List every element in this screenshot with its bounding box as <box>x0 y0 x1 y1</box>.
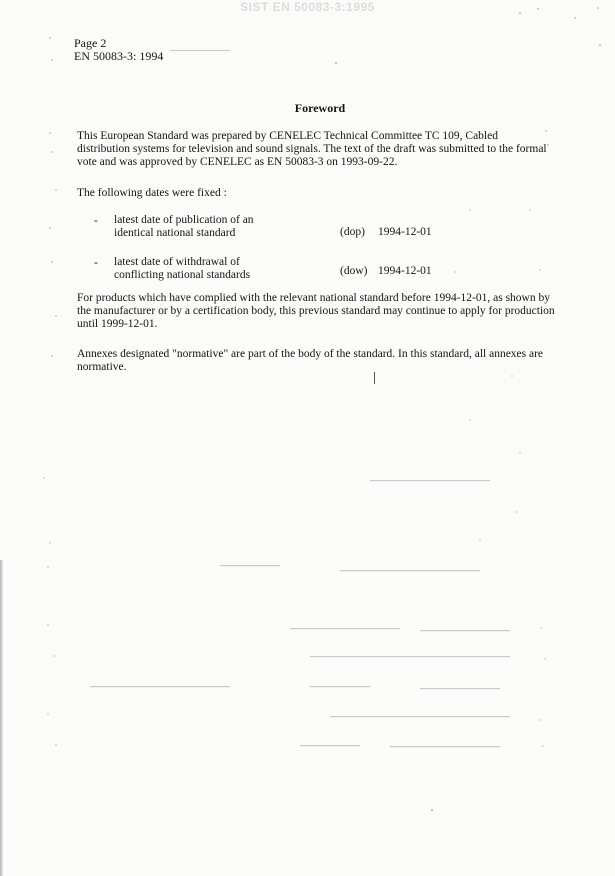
list-dash: - <box>94 257 98 269</box>
date-abbr: (dow) <box>340 265 368 277</box>
annexes-paragraph <box>77 348 572 374</box>
section-title: Foreword <box>294 101 346 115</box>
date-label <box>114 256 314 282</box>
dates-intro: The following dates were fixed : <box>77 187 227 199</box>
date-label-line: conflicting national standards <box>114 269 251 281</box>
date-abbr: (dop) <box>340 226 365 238</box>
products-line: until 1999-12-01. <box>77 318 158 330</box>
date-value: 1994-12-01 <box>378 226 432 238</box>
date-label-line: identical national standard <box>114 227 236 239</box>
date-label-line: latest date of withdrawal of <box>114 256 240 268</box>
intro-line: This European Standard was prepared by CENELEC Technical Committee TC 109, Cabled <box>77 130 498 142</box>
products-line: the manufacturer or by a certification body, this previous standard may continue to apply for production <box>77 305 555 317</box>
products-paragraph <box>77 292 572 331</box>
annexes-line: normative. <box>77 361 127 373</box>
date-label <box>114 214 314 240</box>
intro-line: vote and was approved by CENELEC as EN 50083-3 on 1993-09-22. <box>77 156 398 168</box>
date-value: 1994-12-01 <box>378 265 432 277</box>
intro-paragraph <box>77 130 572 169</box>
scan-edge <box>0 560 3 876</box>
intro-line: distribution systems for television and sound signals. The text of the draft was submitted to the formal <box>77 143 547 155</box>
page-number: Page 2 <box>74 36 107 50</box>
list-dash: - <box>94 215 98 227</box>
watermark: SIST EN 50083-3:1995 <box>240 0 375 14</box>
products-line: For products which have complied with the relevant national standard before 1994-12-01, as shown by <box>77 292 550 304</box>
date-label-line: latest date of publication of an <box>114 214 254 226</box>
annexes-line: Annexes designated "normative" are part of the body of the standard. In this standard, all annexes are <box>77 348 544 360</box>
document-id: EN 50083-3: 1994 <box>74 49 164 63</box>
